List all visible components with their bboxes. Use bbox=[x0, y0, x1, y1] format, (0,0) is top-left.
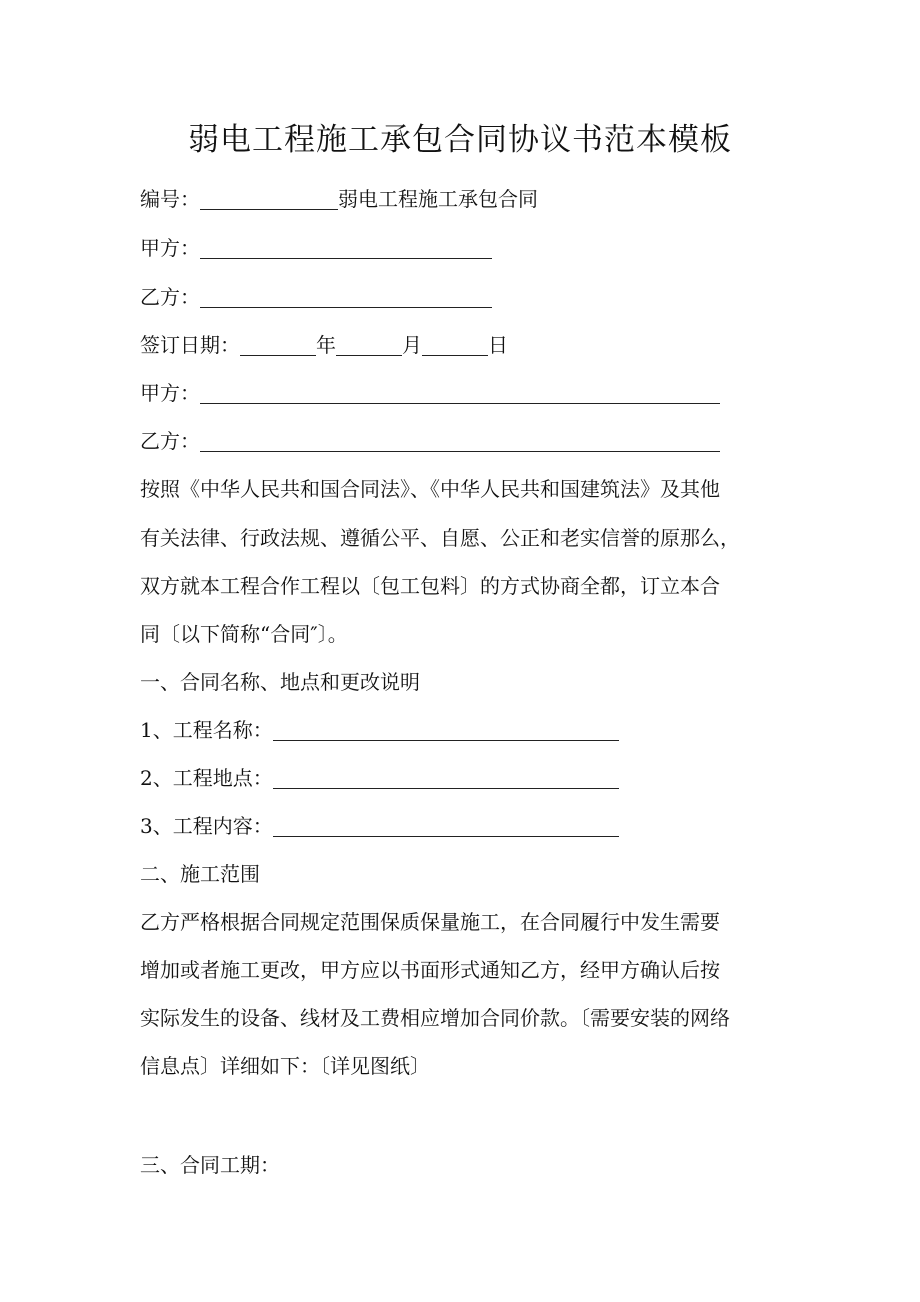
party-a-label: 甲方： bbox=[140, 236, 200, 260]
party-b-line-2 bbox=[140, 426, 720, 456]
section1-heading: 一、合同名称、地点和更改说明 bbox=[140, 670, 420, 694]
section2-heading: 二、施工范围 bbox=[140, 862, 260, 886]
project-name-blank[interactable] bbox=[273, 718, 619, 741]
intro-line: 双方就本工程合作工程以〔包工包料〕的方式协商全都，订立本合 bbox=[140, 574, 720, 598]
party-a-line bbox=[140, 233, 492, 263]
day-blank[interactable] bbox=[422, 333, 488, 356]
party-a-line-2 bbox=[140, 378, 720, 408]
party-b-line bbox=[140, 282, 492, 312]
section2-line: 增加或者施工更改，甲方应以书面形式通知乙方，经甲方确认后按 bbox=[140, 958, 720, 982]
contract-number-line bbox=[140, 184, 538, 214]
project-location-line bbox=[140, 763, 619, 793]
intro-line: 按照《中华人民共和国合同法》、《中华人民共和国建筑法》及其他 bbox=[140, 477, 720, 501]
year-label: 年 bbox=[316, 333, 336, 357]
project-content-line bbox=[140, 811, 619, 841]
project-name-line bbox=[140, 715, 619, 745]
document-title: 弱电工程施工承包合同协议书范本模板 bbox=[188, 122, 732, 158]
year-blank[interactable] bbox=[240, 333, 316, 356]
party-a-blank-2[interactable] bbox=[200, 381, 720, 404]
project-location-blank[interactable] bbox=[273, 766, 619, 789]
party-b-blank-2[interactable] bbox=[200, 429, 720, 452]
contract-number-label: 编号： bbox=[140, 187, 200, 211]
signing-date-line bbox=[140, 330, 508, 360]
intro-line: 有关法律、行政法规、遵循公平、自愿、公正和老实信誉的原那么， bbox=[140, 526, 740, 550]
party-a-label-2: 甲方： bbox=[140, 381, 200, 405]
section2-line: 乙方严格根据合同规定范围保质保量施工，在合同履行中发生需要 bbox=[140, 910, 720, 934]
project-name-label: 1、工程名称： bbox=[140, 718, 273, 742]
signing-date-label: 签订日期： bbox=[140, 333, 240, 357]
project-location-label: 2、工程地点： bbox=[140, 766, 273, 790]
contract-number-suffix: 弱电工程施工承包合同 bbox=[338, 187, 538, 211]
party-a-blank[interactable] bbox=[200, 236, 492, 259]
month-blank[interactable] bbox=[336, 333, 402, 356]
contract-number-blank[interactable] bbox=[200, 187, 338, 210]
day-label: 日 bbox=[488, 333, 508, 357]
section2-line: 实际发生的设备、线材及工费相应增加合同价款。〔需要安装的网络 bbox=[140, 1006, 730, 1030]
project-content-label: 3、工程内容： bbox=[140, 814, 273, 838]
party-b-label: 乙方： bbox=[140, 285, 200, 309]
party-b-blank[interactable] bbox=[200, 285, 492, 308]
section3-heading: 三、合同工期： bbox=[140, 1153, 280, 1177]
intro-line: 同〔以下简称“合同″〕。 bbox=[140, 622, 348, 646]
section2-line: 信息点〕详细如下：〔详见图纸〕 bbox=[140, 1054, 430, 1078]
party-b-label-2: 乙方： bbox=[140, 429, 200, 453]
project-content-blank[interactable] bbox=[273, 814, 619, 837]
month-label: 月 bbox=[402, 333, 422, 357]
